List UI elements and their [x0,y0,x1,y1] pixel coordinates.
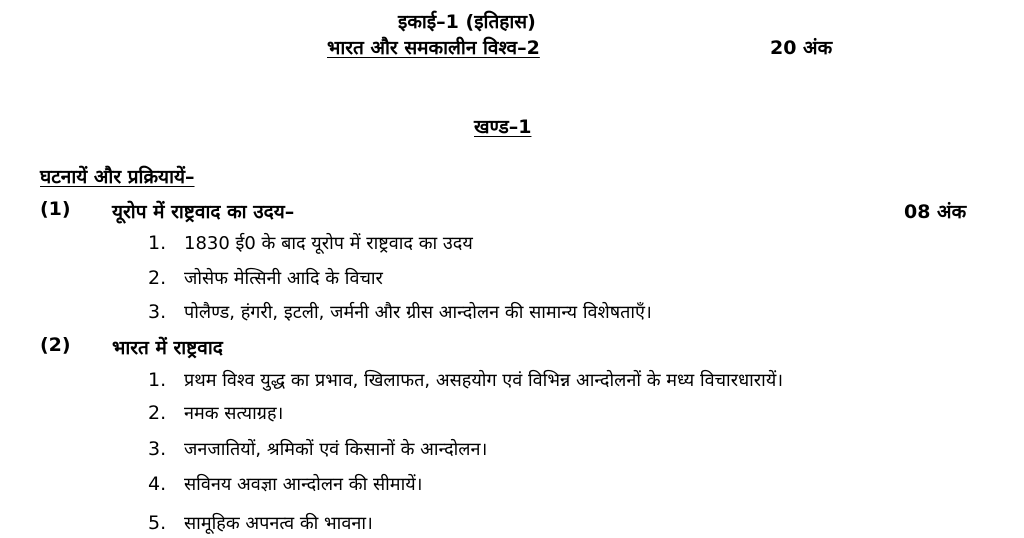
list-item [148,231,473,255]
part-number: (1) [40,198,71,220]
list-item [148,472,423,496]
paper-title: भारत और समकालीन विश्व–2 [327,37,540,59]
total-marks: 20 अंक [770,37,833,59]
part-number: (2) [40,334,71,356]
item-number: 3. [148,301,167,323]
item-text: 1830 ई0 के बाद यूरोप में राष्ट्रवाद का उदय [184,233,473,254]
part-marks: 08 अंक [904,201,967,223]
list-item [148,511,373,535]
list-item [148,368,783,392]
item-number: 1. [148,369,167,391]
item-number: 2. [148,402,167,424]
topic-heading: घटनायें और प्रक्रियायें– [40,166,195,188]
part-title: यूरोप में राष्ट्रवाद का उदय– [112,201,295,223]
unit-heading: इकाई–1 (इतिहास) [398,11,536,33]
item-number: 3. [148,438,167,460]
item-number: 5. [148,512,167,534]
list-item [148,266,383,290]
part-title: भारत में राष्ट्रवाद [112,337,223,359]
item-text: जोसेफ मेत्सिनी आदि के विचार [184,268,383,289]
item-number: 4. [148,473,167,495]
item-text: जनजातियों, श्रमिकों एवं किसानों के आन्दोलन। [184,439,488,460]
list-item [148,300,652,324]
section-heading: खण्ड–1 [474,116,532,138]
item-text: सविनय अवज्ञा आन्दोलन की सीमायें। [184,474,423,495]
item-number: 2. [148,267,167,289]
item-text: पोलैण्ड, हंगरी, इटली, जर्मनी और ग्रीस आन्दोलन की सामान्य विशेषताएँ। [184,302,652,323]
item-text: नमक सत्याग्रह। [184,403,284,424]
item-text: प्रथम विश्व युद्ध का प्रभाव, खिलाफत, असहयोग एवं विभिन्न आन्दोलनों के मध्य विचारधारायें। [184,370,784,391]
item-text: सामूहिक अपनत्व की भावना। [184,513,373,534]
item-number: 1. [148,232,167,254]
list-item [148,437,487,461]
list-item [148,401,283,425]
